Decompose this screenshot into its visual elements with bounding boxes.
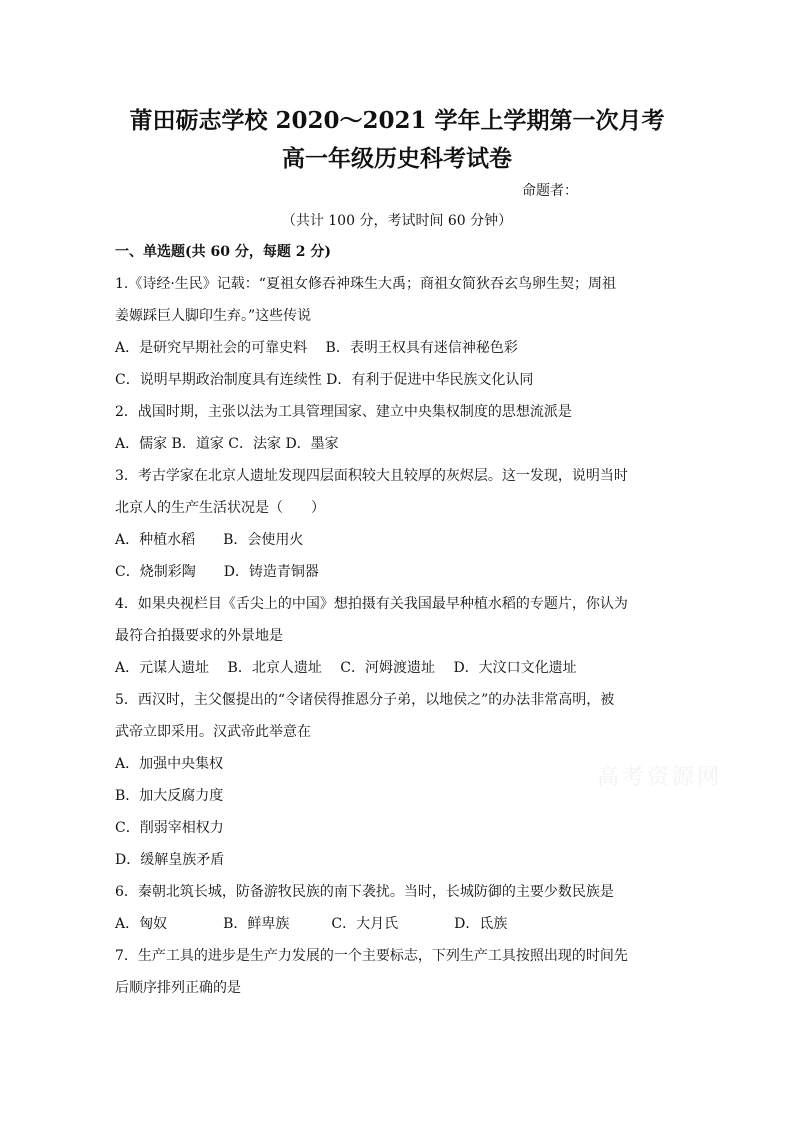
section-heading: 一、单选题(共 60 分，每题 2 分) [115,244,331,260]
exam-note: （共计 100 分，考试时间 60 分钟） [281,213,513,229]
exam-subtitle: 高一年级历史科考试卷 [282,145,512,172]
question-1-line-2: 姜嫄踩巨人脚印生弃。”这些传说 [115,308,312,324]
question-3-line-2: 北京人的生产生活状况是（ ） [115,500,325,516]
author-label: 命题者： [522,183,578,199]
question-5-line-1: 5．西汉时，主父偃提出的“令诸侯得推恩分子弟，以地侯之”的办法非常高明，被 [115,692,615,708]
question-5-option-c: C．削弱宰相权力 [115,820,224,836]
question-6-stem: 6．秦朝北筑长城，防备游牧民族的南下袭扰。当时，长城防御的主要少数民族是 [115,884,614,900]
question-5-option-d: D．缓解皇族矛盾 [115,852,225,868]
question-4-line-2: 最符合拍摄要求的外景地是 [115,628,283,644]
question-5-option-a: A．加强中央集权 [115,756,224,772]
question-2-options: A．儒家 B．道家 C．法家 D．墨家 [115,436,339,452]
question-4-options: A．元谋人遗址 B．北京人遗址 C．河姆渡遗址 D．大汶口文化遗址 [115,660,577,676]
question-7-line-1: 7．生产工具的进步是生产力发展的一个主要标志，下列生产工具按照出现的时间先 [115,948,628,964]
question-5-line-2: 武帝立即采用。汉武帝此举意在 [115,724,311,740]
exam-title: 莆田砺志学校 2020～2021 学年上学期第一次月考 [129,107,665,134]
question-3-options-ab: A．种植水稻 B．会使用火 [115,532,304,548]
question-7-line-2: 后顺序排列正确的是 [115,980,241,996]
question-1-line-1: 1.《诗经·生民》记载：“夏祖女修吞神珠生大禹；商祖女简狄吞玄鸟卵生契；周祖 [115,276,616,292]
question-2-stem: 2．战国时期，主张以法为工具管理国家、建立中央集权制度的思想流派是 [115,404,572,420]
question-3-line-1: 3．考古学家在北京人遗址发现四层面积较大且较厚的灰烬层。这一发现，说明当时 [115,468,628,484]
watermark: 高考资源网 [597,765,723,790]
question-1-options-cd: C．说明早期政治制度具有连续性 D．有利于促进中华民族文化认同 [115,372,534,388]
question-1-options-ab: A．是研究早期社会的可靠史料 B．表明王权具有迷信神秘色彩 [115,340,518,356]
question-4-line-1: 4．如果央视栏目《舌尖上的中国》想拍摄有关我国最早种植水稻的专题片，你认为 [115,596,628,612]
question-5-option-b: B．加大反腐力度 [115,788,224,804]
question-3-options-cd: C．烧制彩陶 D．铸造青铜器 [115,564,319,580]
question-6-options: A．匈奴 B．鲜卑族 C．大月氏 D．氐族 [115,916,508,932]
